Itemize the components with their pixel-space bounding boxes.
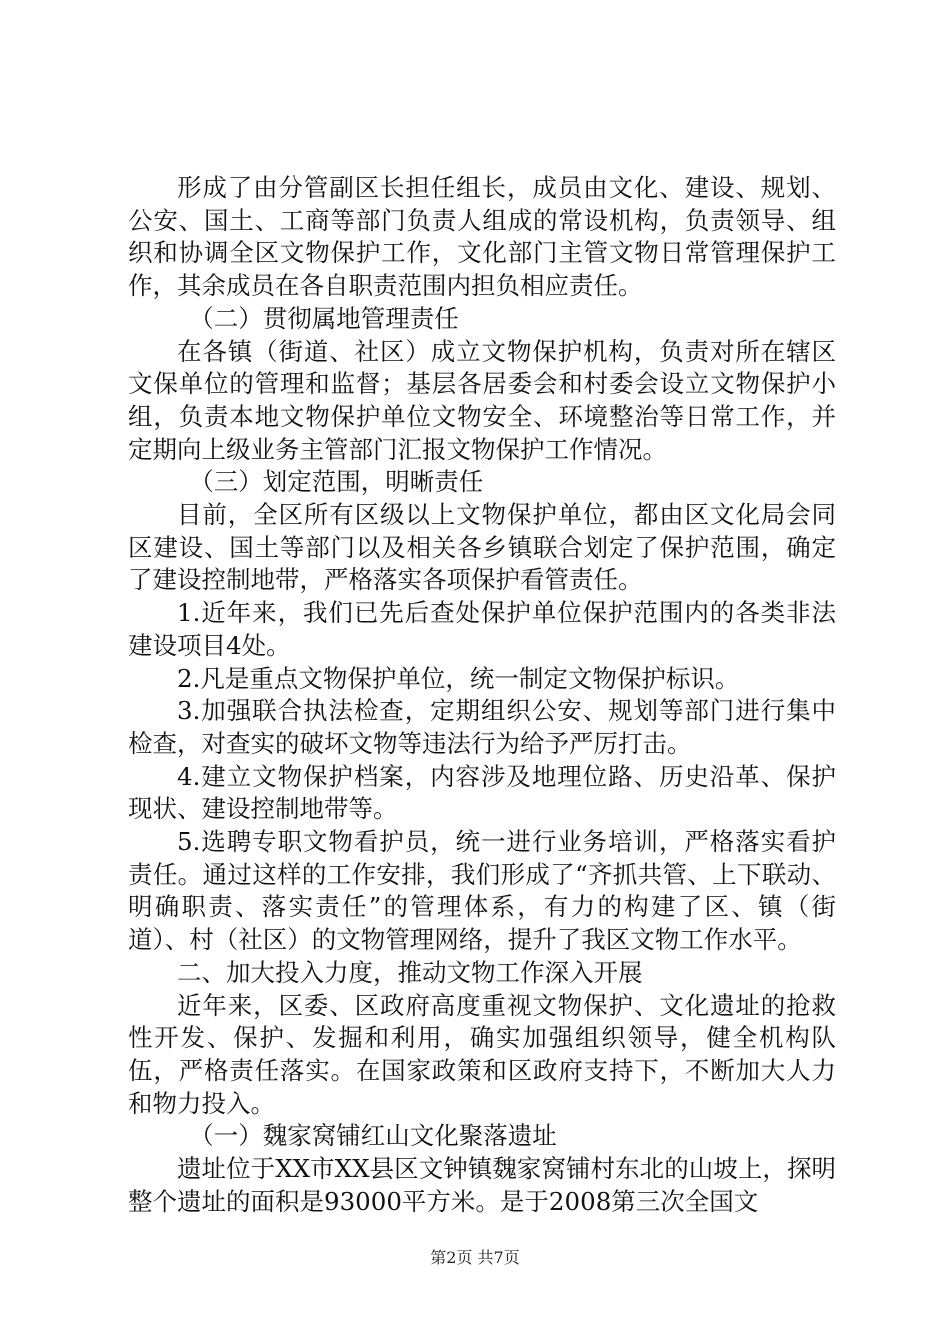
list-item-5: 5.选聘专职文物看护员，统一进行业务培训，严格落实看护责任。通过这样的工作安排，我们形成了“齐抓共管、上下联动、明确职责、落实责任”的管理体系，有力的构建了区、镇（街道）、村（社区）的文物管理网络，提升了我区文物工作水平。 xyxy=(128,827,836,955)
paragraph-town-protection-agencies: 在各镇（街道、社区）成立文物保护机构，负责对所在辖区文保单位的管理和监督；基层各居委会和村委会设立文物保护小组，负责本地文物保护单位文物安全、环境整治等日常工作，并定期向上级业务主管部门汇报文物保护工作情况。 xyxy=(128,336,836,464)
paragraph-investment: 近年来，区委、区政府高度重视文物保护、文化遗址的抢救性开发、保护、发掘和利用，确实加强组织领导，健全机构队伍，严格责任落实。在国家政策和区政府支持下，不断加大人力和物力投入。 xyxy=(128,990,836,1118)
paragraph-leadership-structure: 形成了由分管副区长担任组长，成员由文化、建设、规划、公安、国土、工商等部门负责人组成的常设机构，负责领导、组织和协调全区文物保护工作，文化部门主管文物日常管理保护工作，其余成员在各自职责范围内担负相应责任。 xyxy=(128,173,836,301)
list-item-4: 4.建立文物保护档案，内容涉及地理位路、历史沿革、保护现状、建设控制地带等。 xyxy=(128,761,836,824)
heading-weijiawopu-site: （一）魏家窝铺红山文化聚落遗址 xyxy=(189,1121,557,1151)
heading-territorial-responsibility: （二）贯彻属地管理责任 xyxy=(189,303,459,333)
list-item-2: 2.凡是重点文物保护单位，统一制定文物保护标识。 xyxy=(177,663,740,693)
list-item-3: 3.加强联合执法检查，定期组织公安、规划等部门进行集中检查，对查实的破坏文物等违法行为给予严厉打击。 xyxy=(128,696,836,758)
document-body xyxy=(128,172,836,1219)
list-item-1: 1.近年来，我们已先后查处保护单位保护范围内的各类非法建设项目4处。 xyxy=(128,598,836,660)
heading-section-two: 二、加大投入力度，推动文物工作深入开展 xyxy=(177,957,643,987)
heading-define-scope: （三）划定范围，明晰责任 xyxy=(189,467,484,497)
page-footer: 第2页 共7页 xyxy=(430,1248,520,1267)
paragraph-site-description: 遗址位于XX市XX县区文钟镇魏家窝铺村东北的山坡上，探明整个遗址的面积是93000平方米。是于2008第三次全国文 xyxy=(128,1154,836,1216)
paragraph-protection-range: 目前，全区所有区级以上文物保护单位，都由区文化局会同区建设、国土等部门以及相关各乡镇联合划定了保护范围，确定了建设控制地带，严格落实各项保护看管责任。 xyxy=(128,500,836,595)
